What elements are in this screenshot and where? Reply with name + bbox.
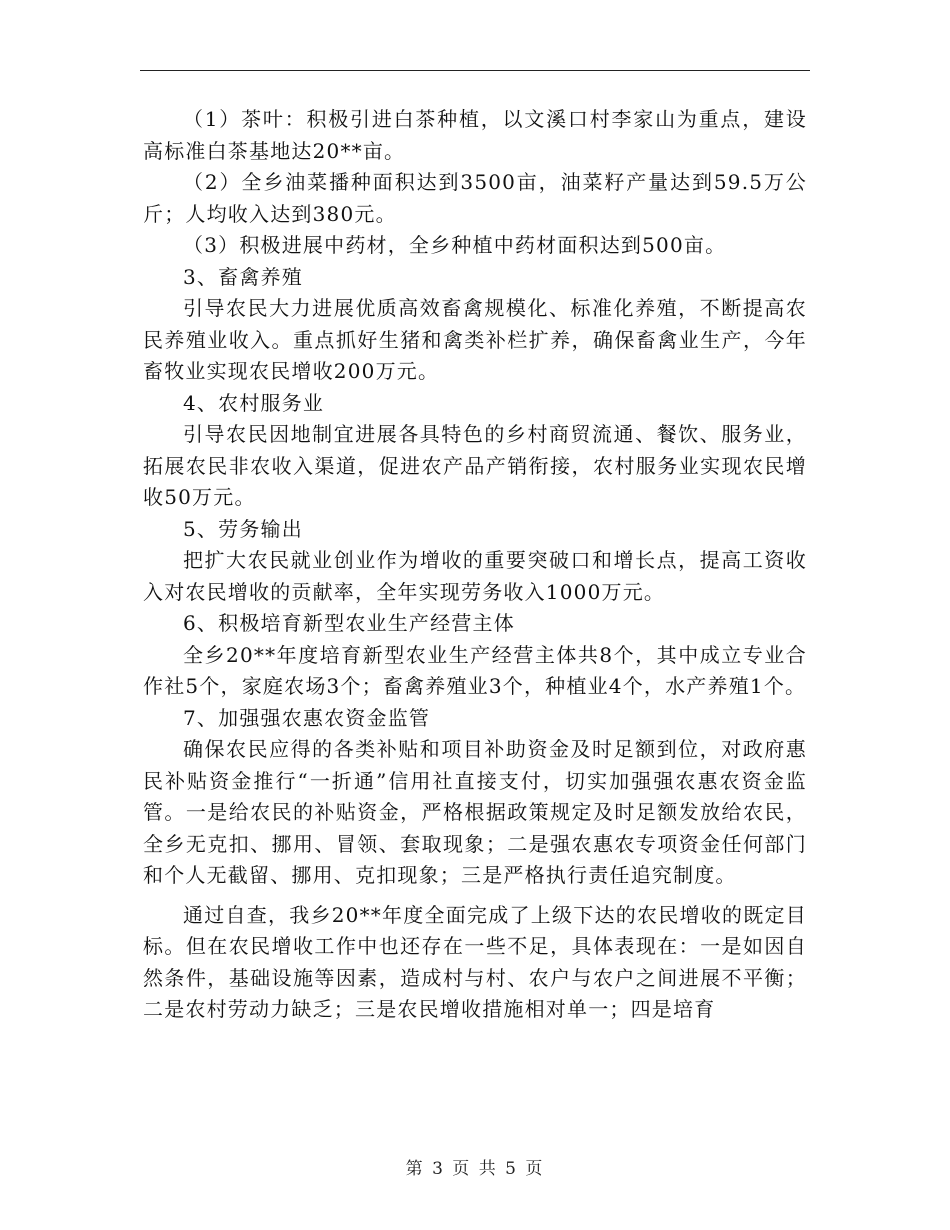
paragraph-rapeseed: （2）全乡油菜播种面积达到3500亩，油菜籽产量达到59.5万公斤；人均收入达到380元。 <box>143 170 807 226</box>
paragraph-labor-export: 把扩大农民就业创业作为增收的重要突破口和增长点，提高工资收入对农民增收的贡献率，全年实现劳务收入1000万元。 <box>143 548 807 604</box>
paragraph-fund-supervision: 确保农民应得的各类补贴和项目补助资金及时足额到位，对政府惠民补贴资金推行“一折通”信用社直接支付，切实加强强农惠农资金监管。一是给农民的补贴资金，严格根据政策规定及时足额发放给农民，全乡无克扣、挪用、冒领、套取现象；二是强农惠农专项资金任何部门和个人无截留、挪用、克扣现象；三是严格执行责任追究制度。 <box>143 737 807 887</box>
paragraph-self-inspection: 通过自查，我乡20**年度全面完成了上级下达的农民增收的既定目标。但在农民增收工作中也还存在一些不足，具体表现在：一是如因自然条件，基础设施等因素，造成村与村、农户与农户之间进展不平衡；二是农村劳动力缺乏；三是农民增收措施相对单一；四是培育 <box>143 902 807 1021</box>
header-rule <box>140 70 810 71</box>
paragraph-new-entities: 全乡20**年度培育新型农业生产经营主体共8个，其中成立专业合作社5个，家庭农场3个；畜禽养殖业3个，种植业4个，水产养殖1个。 <box>143 642 807 698</box>
heading-fund-supervision: 7、加强强农惠农资金监管 <box>183 705 431 730</box>
paragraph-herbal: （3）积极进展中药材，全乡种植中药材面积达到500亩。 <box>183 233 727 257</box>
paragraph-livestock: 引导农民大力进展优质高效畜禽规模化、标准化养殖，不断提高农民养殖业收入。重点抓好生猪和禽类补栏扩养，确保畜禽业生产，今年畜牧业实现农民增收200万元。 <box>143 296 807 383</box>
heading-livestock: 3、畜禽养殖 <box>183 264 303 289</box>
paragraph-rural-service: 引导农民因地制宜进展各具特色的乡村商贸流通、餐饮、服务业，拓展农民非农收入渠道，促进农产品产销衔接，农村服务业实现农民增收50万元。 <box>143 422 807 509</box>
heading-rural-service: 4、农村服务业 <box>183 390 325 415</box>
heading-labor-export: 5、劳务输出 <box>183 516 303 541</box>
paragraph-tea: （1）茶叶：积极引进白茶种植，以文溪口村李家山为重点，建设高标准白茶基地达20**亩。 <box>143 107 807 163</box>
document-body <box>143 104 807 1026</box>
page-number-footer: 第 3 页 共 5 页 <box>405 1159 545 1179</box>
heading-new-entities: 6、积极培育新型农业生产经营主体 <box>183 611 515 635</box>
